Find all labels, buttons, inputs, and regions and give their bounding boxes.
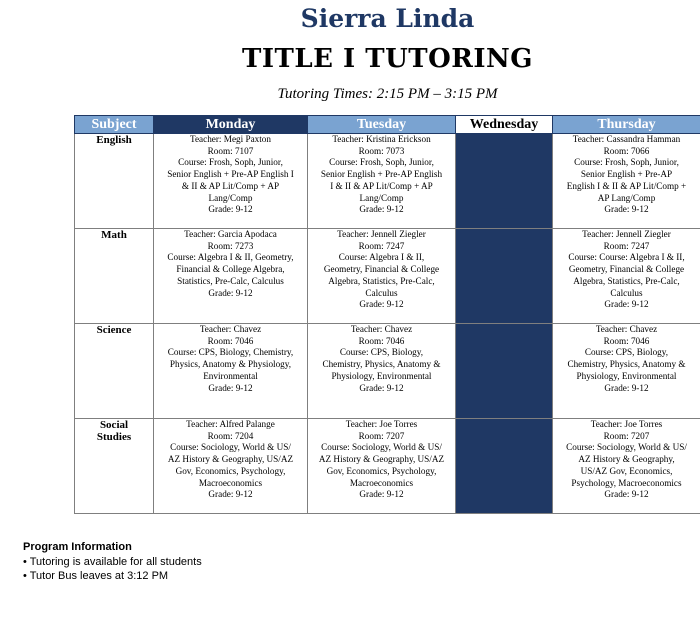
cell-line: AP Lang/Comp — [597, 192, 656, 203]
cell-line: Course: Sociology, World & US/ — [170, 442, 291, 453]
school-name: Sierra Linda — [300, 4, 475, 33]
cell-line: Gov, Economics, Psychology, — [175, 465, 286, 476]
tutoring-times: Tutoring Times: 2:15 PM – 3:15 PM — [277, 86, 498, 102]
tuesday-cell — [308, 134, 456, 229]
cell-line: Geometry, Financial & College — [323, 264, 440, 275]
subject-label: Science — [96, 324, 132, 336]
table-header-row — [75, 116, 700, 134]
cell-line: English I & II & AP Lit/Comp + — [566, 180, 687, 191]
cell-line: Room: 7207 — [603, 430, 650, 441]
table-row — [75, 134, 700, 229]
subject-label: Math — [101, 229, 127, 241]
thursday-cell — [553, 229, 700, 324]
cell-line: Room: 7046 — [358, 335, 405, 346]
header-monday: Monday — [154, 116, 308, 134]
cell-line: Room: 7073 — [358, 145, 405, 156]
cell-line: Teacher: Cassandra Hamman — [572, 134, 681, 144]
subject-label: English — [96, 134, 132, 146]
cell-line: Teacher: Joe Torres — [345, 419, 418, 429]
cell-line: Senior English + Pre-AP English — [320, 169, 443, 180]
cell-line: Room: 7247 — [358, 240, 405, 251]
cell-line: Course: Frosh, Soph, Junior, — [178, 157, 283, 168]
subject-cell — [75, 134, 154, 229]
cell-line: Physics, Anatomy & Physiology, — [169, 359, 292, 370]
cell-line: Course: Algebra I & II, — [338, 252, 425, 263]
cell-line: Room: 7046 — [207, 335, 254, 346]
cell-line: Grade: 9-12 — [208, 382, 253, 393]
tuesday-cell — [308, 419, 456, 514]
wednesday-cell — [456, 229, 553, 324]
cell-line: Room: 7204 — [207, 430, 254, 441]
program-information — [23, 540, 202, 584]
cell-line: Financial & College Algebra, — [176, 264, 285, 275]
cell-line: Teacher: Jennell Ziegler — [337, 229, 426, 239]
wednesday-cell — [456, 134, 553, 229]
cell-line: US/AZ Gov, Economics, — [580, 465, 673, 476]
subject-cell — [75, 324, 154, 419]
monday-cell — [154, 419, 308, 514]
cell-line: Grade: 9-12 — [604, 382, 649, 393]
cell-line: Course: Sociology, World & US/ — [321, 442, 442, 453]
cell-line: Grade: 9-12 — [359, 204, 404, 215]
cell-line: Lang/Comp — [208, 192, 253, 203]
cell-line: Course: Sociology, World & US/ — [566, 442, 687, 453]
thursday-cell — [553, 324, 700, 419]
cell-line: AZ History & Geography, US/AZ — [318, 454, 445, 465]
thursday-cell — [553, 134, 700, 229]
cell-line: Teacher: Kristina Erickson — [332, 134, 431, 144]
cell-line: & II & AP Lit/Comp + AP — [181, 180, 280, 191]
cell-line: Grade: 9-12 — [359, 299, 404, 310]
cell-line: Physiology, Environmental — [576, 370, 677, 381]
wednesday-cell — [456, 419, 553, 514]
cell-line: Gov, Economics, Psychology, — [326, 465, 437, 476]
cell-line: Teacher: Chavez — [199, 324, 262, 334]
cell-line: Grade: 9-12 — [208, 489, 253, 500]
cell-line: Senior English + Pre-AP — [580, 169, 673, 180]
cell-line: Course: Frosh, Soph, Junior, — [329, 157, 434, 168]
page-title: TITLE I TUTORING — [242, 44, 533, 74]
cell-line: AZ History & Geography, US/AZ — [167, 454, 294, 465]
header-thursday: Thursday — [553, 116, 700, 134]
cell-line: Calculus — [610, 287, 643, 298]
cell-line: Room: 7273 — [207, 240, 254, 251]
cell-line: Room: 7066 — [603, 145, 650, 156]
cell-line: Course: Algebra I & II, Geometry, — [167, 252, 294, 263]
monday-cell — [154, 324, 308, 419]
subject-label: Social — [99, 419, 129, 431]
cell-line: Grade: 9-12 — [604, 299, 649, 310]
table-row — [75, 229, 700, 324]
cell-line: Macroeconomics — [349, 477, 414, 488]
schedule-table — [74, 115, 700, 514]
cell-line: Grade: 9-12 — [359, 382, 404, 393]
cell-line: Room: 7247 — [603, 240, 650, 251]
wednesday-cell — [456, 324, 553, 419]
table-row — [75, 324, 700, 419]
cell-line: Grade: 9-12 — [604, 489, 649, 500]
header-subject: Subject — [75, 116, 154, 134]
subject-cell — [75, 419, 154, 514]
cell-line: AZ History & Geography, — [578, 454, 675, 465]
cell-line: Physiology, Environmental — [331, 370, 432, 381]
monday-cell — [154, 134, 308, 229]
header-wednesday: Wednesday — [456, 116, 553, 134]
cell-line: Teacher: Megi Paxton — [190, 134, 271, 144]
tuesday-cell — [308, 324, 456, 419]
cell-line: Course: Course: Algebra I & II, — [568, 252, 685, 263]
subject-cell — [75, 229, 154, 324]
cell-line: Course: CPS, Biology, — [584, 347, 669, 358]
cell-line: Algebra, Statistics, Pre-Calc, — [573, 275, 680, 286]
cell-line: Course: CPS, Biology, — [339, 347, 424, 358]
cell-line: Grade: 9-12 — [604, 204, 649, 215]
cell-line: Teacher: Jennell Ziegler — [582, 229, 671, 239]
table-row — [75, 419, 700, 514]
cell-line: Geometry, Financial & College — [568, 264, 685, 275]
subject-label: Studies — [96, 431, 132, 443]
cell-line: Teacher: Garcia Apodaca — [184, 229, 277, 239]
cell-line: Chemistry, Physics, Anatomy & — [567, 359, 686, 370]
cell-line: Teacher: Alfred Palange — [186, 419, 275, 429]
cell-line: Grade: 9-12 — [208, 287, 253, 298]
cell-line: Grade: 9-12 — [359, 489, 404, 500]
cell-line: Statistics, Pre-Calc, Calculus — [177, 275, 284, 286]
cell-line: Algebra, Statistics, Pre-Calc, — [328, 275, 435, 286]
monday-cell — [154, 229, 308, 324]
cell-line: Lang/Comp — [359, 192, 404, 203]
cell-line: Environmental — [203, 370, 258, 381]
program-item: • Tutoring is available for all students — [23, 555, 202, 568]
cell-line: Teacher: Chavez — [350, 324, 413, 334]
cell-line: Teacher: Chavez — [595, 324, 658, 334]
header-tuesday: Tuesday — [308, 116, 456, 134]
cell-line: Room: 7107 — [207, 145, 254, 156]
program-heading: Program Information — [23, 541, 132, 553]
cell-line: Room: 7046 — [603, 335, 650, 346]
cell-line: Senior English + Pre-AP English I — [167, 169, 294, 180]
cell-line: Teacher: Joe Torres — [590, 419, 663, 429]
cell-line: Room: 7207 — [358, 430, 405, 441]
cell-line: Psychology, Macroeconomics — [571, 477, 682, 488]
cell-line: Chemistry, Physics, Anatomy & — [322, 359, 441, 370]
cell-line: Calculus — [365, 287, 398, 298]
thursday-cell — [553, 419, 700, 514]
cell-line: Course: Frosh, Soph, Junior, — [574, 157, 679, 168]
cell-line: I & II & AP Lit/Comp + AP — [330, 180, 433, 191]
cell-line: Grade: 9-12 — [208, 204, 253, 215]
program-item: • Tutor Bus leaves at 3:12 PM — [23, 570, 169, 582]
cell-line: Course: CPS, Biology, Chemistry, — [167, 347, 294, 358]
cell-line: Macroeconomics — [198, 477, 263, 488]
tuesday-cell — [308, 229, 456, 324]
